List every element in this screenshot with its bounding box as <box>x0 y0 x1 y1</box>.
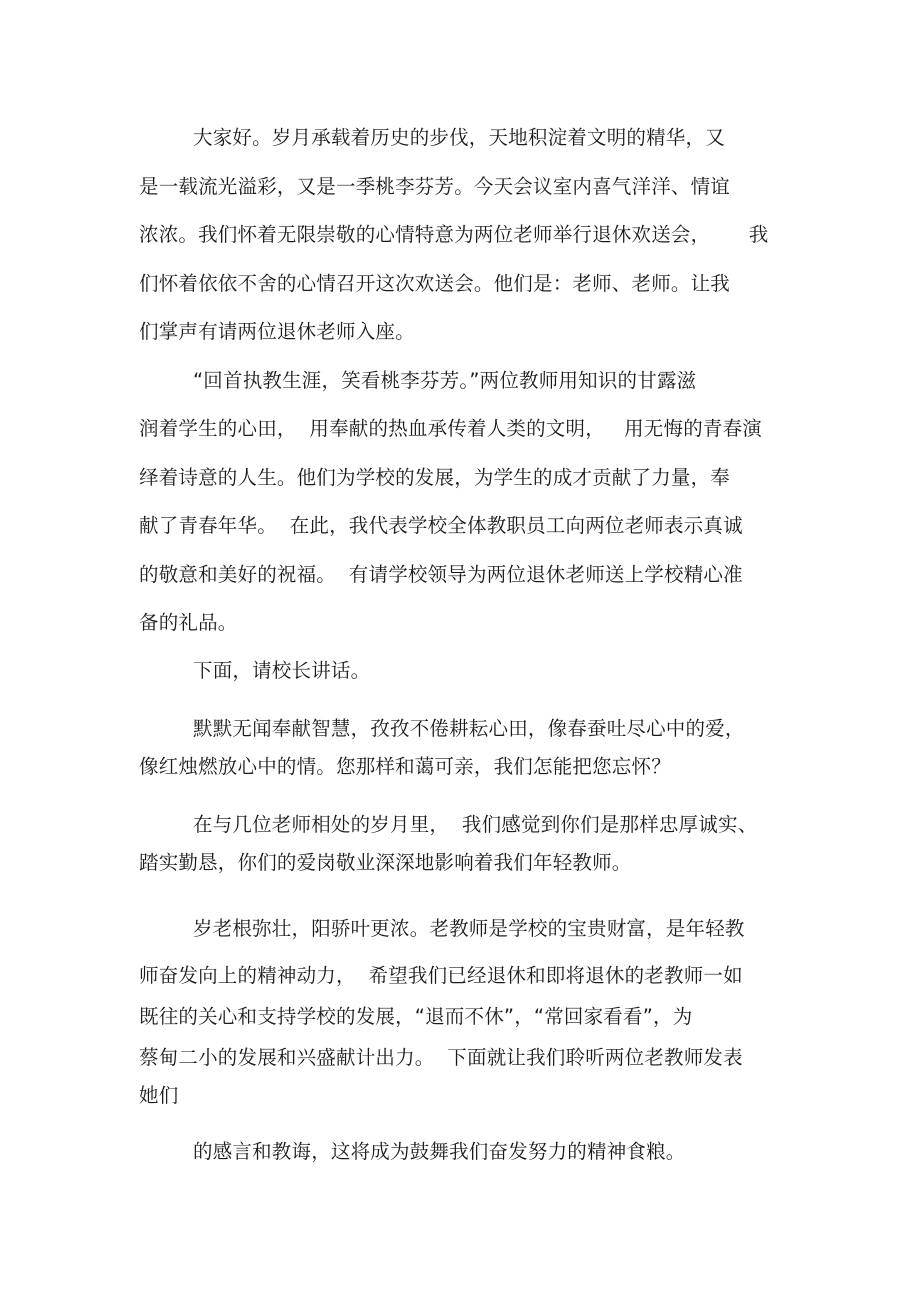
text-line: 像红烛燃放心中的情。您那样和蔼可亲，我们怎能把您忘怀？ <box>139 755 671 778</box>
text-line: 岁老根弥壮，阳骄叶更浓。老教师是学校的宝贵财富，是年轻教 <box>193 917 745 940</box>
text-line: 蔡甸二小的发展和兴盛献计出力。 下面就让我们聆听两位老教师发表 <box>139 1046 743 1069</box>
text-line: 既往的关心和支持学校的发展，“退而不休”，“常回家看看”，为 <box>139 1005 693 1028</box>
text-line: 绎着诗意的人生。他们为学校的发展，为学生的成才贡献了力量，奉 <box>139 466 731 489</box>
text-line: “回首执教生涯，笑看桃李芬芳。”两位教师用知识的甘露滋 <box>193 369 697 392</box>
text-line: 默默无闻奉献智慧，孜孜不倦耕耘心田，像春蚕吐尽心中的爱， <box>193 717 745 740</box>
text-line: 是一载流光溢彩，又是一季桃李芬芳。今天会议室内喜气洋洋、情谊 <box>139 175 731 198</box>
text-line: 她们 <box>139 1084 179 1107</box>
text-line: 润着学生的心田， 用奉献的热血承传着人类的文明， 用无悔的青春演 <box>139 417 762 440</box>
text-line: 备的礼品。 <box>139 611 238 634</box>
text-line: 献了青春年华。 在此，我代表学校全体教职员工向两位老师表示真诚 <box>139 514 743 537</box>
text-line: 的敬意和美好的祝福。 有请学校领导为两位退休老师送上学校精心准 <box>139 563 743 586</box>
text-line: 踏实勤恳，你们的爱岗敬业深深地影响着我们年轻教师。 <box>139 851 632 874</box>
text-line: 们掌声有请两位退休老师入座。 <box>139 320 415 343</box>
text-line: 在与几位老师相处的岁月里， 我们感觉到你们是那样忠厚诚实、 <box>193 813 758 836</box>
text-line: 们怀着依依不舍的心情召开这次欢送会。他们是：老师、老师。让我 <box>139 272 731 295</box>
text-line: 大家好。岁月承载着历史的步伐，天地积淀着文明的精华，又 <box>193 126 725 149</box>
text-line: 师奋发向上的精神动力， 希望我们已经退休和即将退休的老教师一如 <box>139 964 743 987</box>
text-line: 下面，请校长讲话。 <box>193 659 371 682</box>
text-line: 浓浓。我们怀着无限崇敬的心情特意为两位老师举行退休欢送会， 我 <box>139 223 769 246</box>
text-line: 的感言和教诲，这将成为鼓舞我们奋发努力的精神食粮。 <box>193 1140 686 1163</box>
